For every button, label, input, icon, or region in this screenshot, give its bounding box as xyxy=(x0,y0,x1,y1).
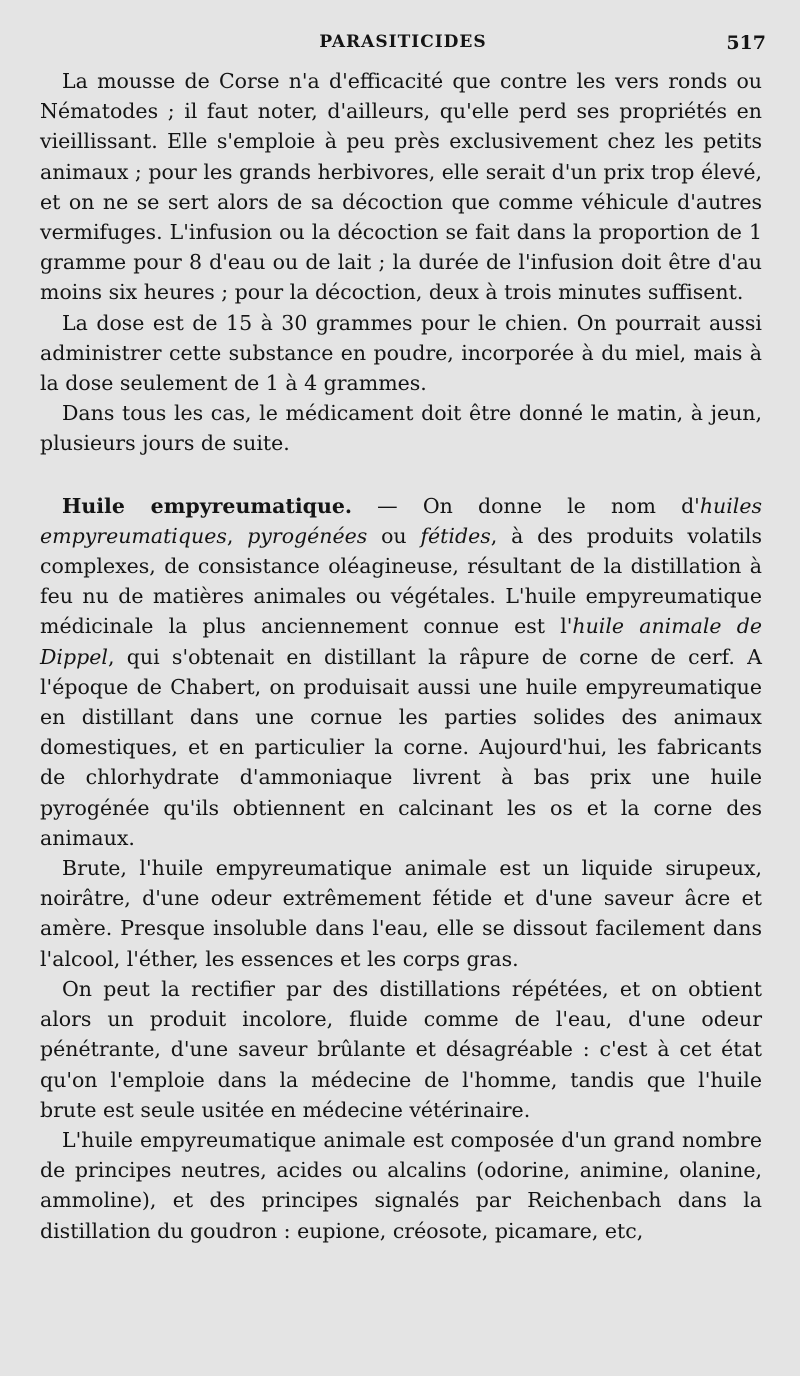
term-pyrogenees: pyrogénées xyxy=(247,523,368,548)
term-huile-animale-de-dippel: huile animale de Dippel xyxy=(40,614,762,669)
section-mid-text: , à des produits volatils complexes, de consistance oléagineuse, résultant de la distillation à feu nu de matières animales ou végétales. L'huile empyreumatique médicinale la plus anciennement connue est l' xyxy=(40,523,762,639)
section-gap xyxy=(40,459,762,491)
section-title: Huile empyreumatique. xyxy=(62,493,353,518)
paragraph-dose: La dose est de 15 à 30 grammes pour le chien. On pourrait aussi administrer cette substance en poudre, incorporée à du miel, mais à la dose seulement de 1 à 4 grammes. xyxy=(40,310,762,396)
section-tail-text: , qui s'obtenait en distillant la râpure de corne de cerf. A l'époque de Chabert, on produisait aussi une huile empyreumatique en distillant dans une cornue les parties solides des animaux domestiques, et en particulier la corne. Aujourd'hui, les fabricants de chlorhydrate d'ammoniaque livrent à bas prix une huile pyrogénée qu'ils obtiennent en calcinant les os et la corne des animaux. xyxy=(40,644,762,850)
term-huiles-empyreumatiques: huiles empyreumatiques xyxy=(40,493,762,548)
page-number: 517 xyxy=(726,32,766,54)
paragraph-huile-empyreumatique xyxy=(40,491,762,853)
paragraph-mousse-de-corse: La mousse de Corse n'a d'efficacité que contre les vers ronds ou Nématodes ; il faut noter, d'ailleurs, qu'elle perd ses propriétés en vieillissant. Elle s'emploie à peu près exclusivement chez les petits animaux ; pour les grands herbivores, elle serait d'un prix trop élevé, et on ne se sert alors de sa décoction que comme véhicule d'autres vermifuges. L'infusion ou la décoction se fait dans la proportion de 1 gramme pour 8 d'eau ou de lait ; la durée de l'infusion doit être d'au moins six heures ; pour la décoction, deux à trois minutes suffisent. xyxy=(40,69,762,305)
separator-1: , xyxy=(226,523,248,548)
term-fetides: fétides xyxy=(420,523,491,548)
paragraph-brute: Brute, l'huile empyreumatique animale est un liquide sirupeux, noirâtre, d'une odeur extrêmement fétide et d'une saveur âcre et amère. Presque insoluble dans l'eau, elle se dissout facilement dans l'alcool, l'éther, les essences et les corps gras. xyxy=(40,856,762,971)
separator-2: ou xyxy=(367,523,421,548)
paragraph-composition: L'huile empyreumatique animale est composée d'un grand nombre de principes neutres, acides ou alcalins (odorine, animine, olanine, ammoline), et des principes signalés par Reichenbach dans la distillation du goudron : eupione, créosote, picamare, etc, xyxy=(40,1127,762,1243)
paragraph-rectification: On peut la rectifier par des distillations répétées, et on obtient alors un produit incolore, fluide comme de l'eau, d'une odeur pénétrante, d'une saveur brûlante et désagréable : c'est à cet état qu'on l'emploie dans la médecine de l'homme, tandis que l'huile brute est seule usitée en médecine vétérinaire. xyxy=(40,976,762,1122)
section-lead-text: — On donne le nom d' xyxy=(352,493,700,518)
page-body xyxy=(40,66,762,1246)
paragraph-administration: Dans tous les cas, le médicament doit être donné le matin, à jeun, plusieurs jours de suite. xyxy=(40,401,762,456)
page-header xyxy=(40,32,766,58)
running-title: PARASITICIDES xyxy=(319,32,487,52)
